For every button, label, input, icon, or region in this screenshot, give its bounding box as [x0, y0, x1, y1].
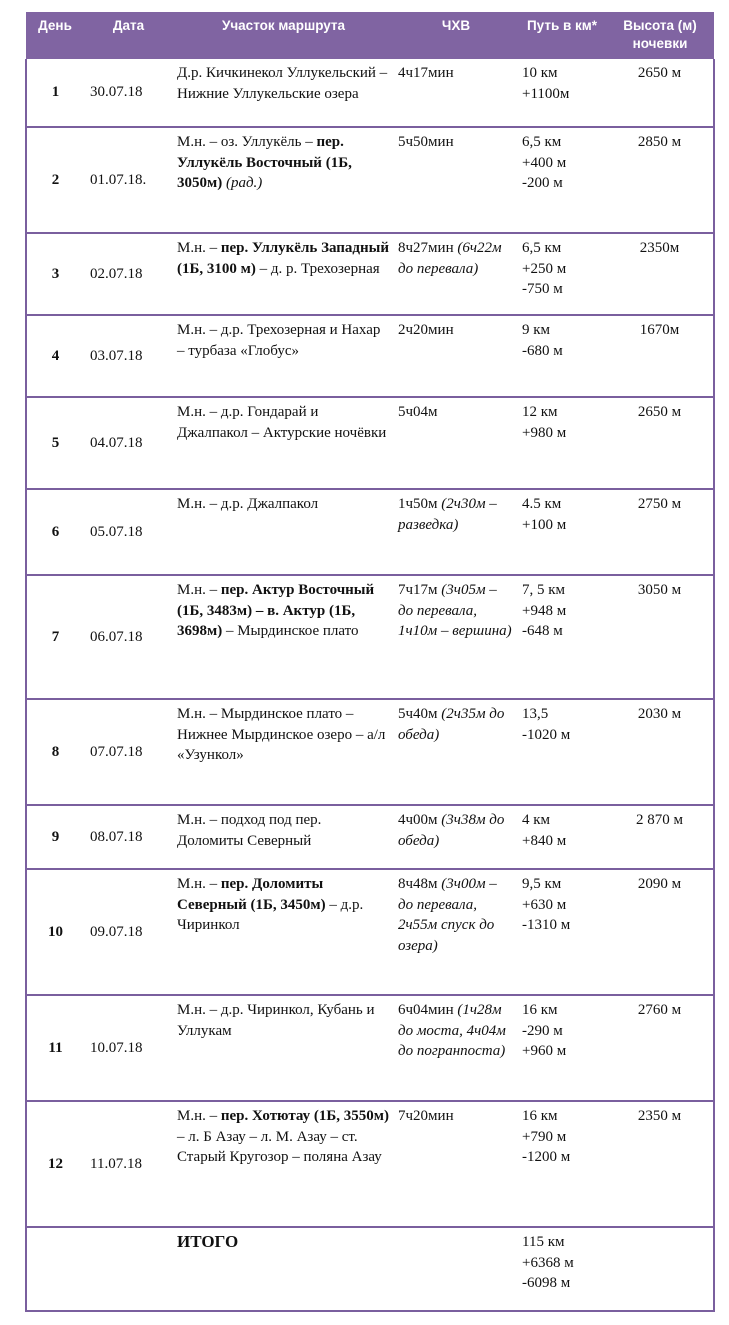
date-cell: [84, 397, 173, 489]
date-value: 01.07.18.: [90, 171, 147, 188]
day-cell: [26, 575, 84, 699]
time-segment: (2ч35м до обеда): [398, 706, 505, 743]
day-number: 12: [48, 1155, 63, 1172]
distance-line: -1020 м: [522, 726, 571, 743]
day-number: 7: [51, 628, 60, 645]
date-value: 03.07.18: [90, 347, 143, 364]
route-cell: [173, 397, 394, 489]
table-row: [26, 315, 714, 397]
header-date: Дата: [84, 12, 173, 59]
route-segment: пер. Доломиты Северный (1Б, 3450м): [177, 876, 326, 913]
date-value: 09.07.18: [90, 923, 143, 940]
day-cell: [26, 805, 84, 869]
header-day: День: [26, 12, 84, 59]
elevation-cell: [606, 995, 714, 1101]
date-value: 10.07.18: [90, 1039, 143, 1056]
time-segment: 6ч04мин: [398, 1002, 458, 1018]
elevation-value: 2350 м: [637, 1108, 682, 1124]
date-cell: [84, 869, 173, 995]
distance-line: +1100м: [522, 85, 570, 102]
distance-line: -680 м: [522, 342, 563, 359]
time-cell: [394, 489, 518, 575]
elevation-cell: [606, 805, 714, 869]
date-value: 30.07.18: [90, 84, 143, 101]
time-cell: [394, 59, 518, 127]
table-row: [26, 233, 714, 315]
time-cell: [394, 805, 518, 869]
route-segment: М.н. –: [177, 582, 221, 598]
time-segment: (2ч30м – разведка): [398, 496, 497, 533]
route-segment: М.н. – д.р. Трехозерная и Нахар – турбаза «Глобус»: [177, 322, 381, 359]
total-label: [173, 1227, 394, 1311]
route-segment: пер. Хотютау (1Б, 3550м): [220, 1108, 389, 1124]
route-segment: Д.р. Кичкинекол Уллукельский – Нижние Уллукельские озера: [177, 65, 388, 102]
distance-cell: [518, 489, 606, 575]
date-value: 07.07.18: [90, 743, 143, 760]
date-cell: [84, 315, 173, 397]
distance-line: 9 км: [522, 322, 551, 338]
elevation-value: 2 870 м: [636, 812, 683, 828]
time-segment: 8ч48м: [398, 876, 442, 892]
elevation-value: 2650 м: [637, 404, 682, 420]
total-day-cell: [26, 1227, 84, 1311]
total-row: [26, 1227, 714, 1311]
route-cell: [173, 805, 394, 869]
elevation-cell: [606, 575, 714, 699]
elevation-cell: [606, 315, 714, 397]
route-cell: [173, 127, 394, 233]
distance-cell: [518, 127, 606, 233]
date-cell: [84, 805, 173, 869]
distance-line: 16 км: [522, 1108, 558, 1124]
time-segment: 4ч17мин: [398, 65, 454, 81]
time-segment: 7ч17м: [398, 582, 438, 598]
day-cell: [26, 489, 84, 575]
time-segment: (3ч05м – до перевала, 1ч10м – вершина): [398, 582, 512, 639]
distance-line: +630 м: [522, 896, 567, 913]
route-segment: пер. Уллукёль Западный (1Б, 3100 м): [177, 240, 390, 277]
time-cell: [394, 869, 518, 995]
distance-line: -1310 м: [522, 917, 571, 933]
date-cell: [84, 995, 173, 1101]
time-cell: [394, 575, 518, 699]
route-segment: М.н. – оз. Уллукёль –: [177, 134, 317, 150]
distance-cell: [518, 397, 606, 489]
elevation-cell: [606, 489, 714, 575]
route-segment: – Мырдинское плато: [222, 623, 359, 639]
elevation-value: 2750 м: [637, 496, 682, 512]
route-cell: [173, 1101, 394, 1227]
date-value: 04.07.18: [90, 434, 143, 451]
day-cell: [26, 397, 84, 489]
route-segment: пер. Уллукёль Восточный (1Б, 3050м): [177, 134, 352, 191]
distance-line: 4.5 км: [522, 496, 562, 512]
header-elevation: Высота (м) ночевки: [606, 12, 714, 59]
time-segment: 5ч50мин: [398, 134, 454, 150]
day-cell: [26, 1101, 84, 1227]
time-segment: (3ч38м до обеда): [398, 812, 505, 849]
distance-line: +100 м: [522, 516, 567, 533]
date-cell: [84, 59, 173, 127]
time-cell: [394, 397, 518, 489]
day-number: 10: [48, 923, 63, 940]
route-segment: пер. Актур Восточный (1Б, 3483м) – в. Актур (1Б, 3698м): [177, 582, 375, 639]
distance-cell: [518, 315, 606, 397]
total-date-cell: [84, 1227, 173, 1311]
day-number: 8: [51, 743, 60, 760]
elevation-value: 2090 м: [637, 876, 682, 892]
time-cell: [394, 127, 518, 233]
day-number: 4: [51, 347, 60, 364]
table-row: [26, 397, 714, 489]
date-cell: [84, 699, 173, 805]
time-segment: 2ч20мин: [398, 322, 454, 338]
distance-line: +840 м: [522, 832, 567, 849]
elevation-value: 2650 м: [637, 65, 682, 81]
route-segment: – л. Б Азау – л. М. Азау – ст. Старый Кругозор – поляна Азау: [177, 1128, 382, 1165]
time-cell: [394, 1101, 518, 1227]
time-segment: 7ч20мин: [398, 1108, 454, 1124]
route-segment: М.н. – д.р. Гондарай и Джалпакол – Актурские ночёвки: [177, 404, 387, 441]
route-cell: [173, 233, 394, 315]
table-row: [26, 127, 714, 233]
distance-line: -750 м: [522, 281, 563, 297]
elevation-cell: [606, 233, 714, 315]
total-elevation-cell: [606, 1227, 714, 1311]
distance-line: -1200 м: [522, 1149, 571, 1165]
day-number: 5: [51, 434, 60, 451]
route-cell: [173, 489, 394, 575]
elevation-value: 2030 м: [637, 706, 682, 722]
route-table: [25, 12, 715, 1312]
route-cell: [173, 575, 394, 699]
distance-cell: [518, 1101, 606, 1227]
header-route: Участок маршрута: [173, 12, 394, 59]
distance-cell: [518, 805, 606, 869]
route-segment: (рад.): [222, 175, 263, 191]
date-value: 08.07.18: [90, 828, 143, 845]
date-cell: [84, 233, 173, 315]
table-row: [26, 59, 714, 127]
total-distance-line: 115 км: [522, 1234, 565, 1250]
table-row: [26, 575, 714, 699]
date-cell: [84, 1101, 173, 1227]
date-value: 11.07.18: [90, 1155, 142, 1172]
day-number: 2: [51, 171, 60, 188]
time-segment: (3ч00м – до перевала, 2ч55м спуск до озера): [398, 876, 497, 954]
distance-line: 16 км: [522, 1002, 558, 1018]
elevation-cell: [606, 397, 714, 489]
elevation-value: 2350м: [639, 240, 680, 256]
total-time-cell: [394, 1227, 518, 1311]
time-segment: 8ч27мин: [398, 240, 458, 256]
table-row: [26, 489, 714, 575]
route-cell: [173, 315, 394, 397]
day-number: 1: [51, 84, 60, 101]
table-row: [26, 869, 714, 995]
day-cell: [26, 995, 84, 1101]
day-number: 6: [51, 523, 60, 540]
time-segment: 1ч50м: [398, 496, 438, 512]
distance-cell: [518, 995, 606, 1101]
distance-line: 4 км: [522, 812, 551, 828]
route-segment: М.н. –: [177, 240, 221, 256]
distance-cell: [518, 869, 606, 995]
total-distance: [518, 1227, 606, 1311]
distance-line: -200 м: [522, 175, 563, 191]
distance-line: 12 км: [522, 404, 558, 420]
distance-cell: [518, 59, 606, 127]
distance-line: -648 м: [522, 623, 563, 639]
total-distance-line: -6098 м: [522, 1275, 571, 1291]
elevation-cell: [606, 1101, 714, 1227]
elevation-cell: [606, 59, 714, 127]
elevation-value: 2850 м: [637, 134, 682, 150]
distance-line: +400 м: [522, 154, 567, 171]
day-number: 3: [51, 265, 60, 282]
elevation-value: 1670м: [639, 322, 680, 338]
distance-line: -290 м: [522, 1022, 563, 1039]
header-distance: Путь в км*: [518, 12, 606, 59]
time-segment: (1ч28м до моста, 4ч04м до погранпоста): [398, 1002, 506, 1059]
distance-cell: [518, 233, 606, 315]
route-cell: [173, 995, 394, 1101]
route-segment: М.н. – д.р. Джалпакол: [177, 496, 319, 512]
day-cell: [26, 59, 84, 127]
time-cell: [394, 699, 518, 805]
distance-line: 7, 5 км: [522, 582, 566, 598]
day-number: 11: [48, 1039, 63, 1056]
distance-line: +960 м: [522, 1043, 567, 1059]
day-cell: [26, 127, 84, 233]
elevation-cell: [606, 127, 714, 233]
total-label-text: ИТОГО: [177, 1232, 239, 1251]
day-cell: [26, 233, 84, 315]
day-cell: [26, 699, 84, 805]
table-row: [26, 995, 714, 1101]
distance-line: 6,5 км: [522, 134, 562, 150]
header-time: ЧХВ: [394, 12, 518, 59]
table-row: [26, 1101, 714, 1227]
elevation-value: 2760 м: [637, 1002, 682, 1018]
distance-cell: [518, 575, 606, 699]
distance-line: 9,5 км: [522, 876, 562, 892]
route-segment: М.н. –: [177, 876, 221, 892]
route-segment: М.н. – подход под пер. Доломиты Северный: [177, 812, 322, 849]
distance-cell: [518, 699, 606, 805]
distance-line: +250 м: [522, 260, 567, 277]
route-segment: – д. р. Трехозерная: [255, 260, 380, 277]
route-cell: [173, 869, 394, 995]
date-value: 06.07.18: [90, 628, 143, 645]
date-cell: [84, 575, 173, 699]
distance-line: 13,5: [522, 706, 549, 722]
date-value: 02.07.18: [90, 265, 143, 282]
date-value: 05.07.18: [90, 523, 143, 540]
day-number: 9: [51, 828, 60, 845]
table-row: [26, 699, 714, 805]
time-cell: [394, 995, 518, 1101]
day-cell: [26, 869, 84, 995]
time-segment: 5ч04м: [398, 404, 438, 420]
date-cell: [84, 127, 173, 233]
time-segment: (6ч22м до перевала): [398, 240, 502, 277]
elevation-cell: [606, 699, 714, 805]
distance-line: +948 м: [522, 602, 567, 619]
route-segment: – д.р. Чиринкол: [177, 896, 364, 933]
distance-line: 10 км: [522, 65, 558, 81]
route-segment: М.н. – д.р. Чиринкол, Кубань и Уллукам: [177, 1002, 375, 1039]
time-cell: [394, 233, 518, 315]
elevation-value: 3050 м: [637, 582, 682, 598]
time-segment: 5ч40м: [398, 706, 442, 722]
elevation-cell: [606, 869, 714, 995]
route-segment: М.н. – Мырдинское плато – Нижнее Мырдинское озеро – а/л «Узункол»: [177, 706, 386, 763]
route-cell: [173, 699, 394, 805]
date-cell: [84, 489, 173, 575]
time-cell: [394, 315, 518, 397]
distance-line: +980 м: [522, 424, 567, 441]
day-cell: [26, 315, 84, 397]
route-segment: М.н. –: [177, 1108, 221, 1124]
time-segment: 4ч00м: [398, 812, 438, 828]
route-cell: [173, 59, 394, 127]
distance-line: 6,5 км: [522, 240, 562, 256]
table-header-row: [26, 12, 714, 59]
distance-line: +790 м: [522, 1128, 567, 1145]
table-row: [26, 805, 714, 869]
total-distance-line: +6368 м: [522, 1254, 574, 1271]
